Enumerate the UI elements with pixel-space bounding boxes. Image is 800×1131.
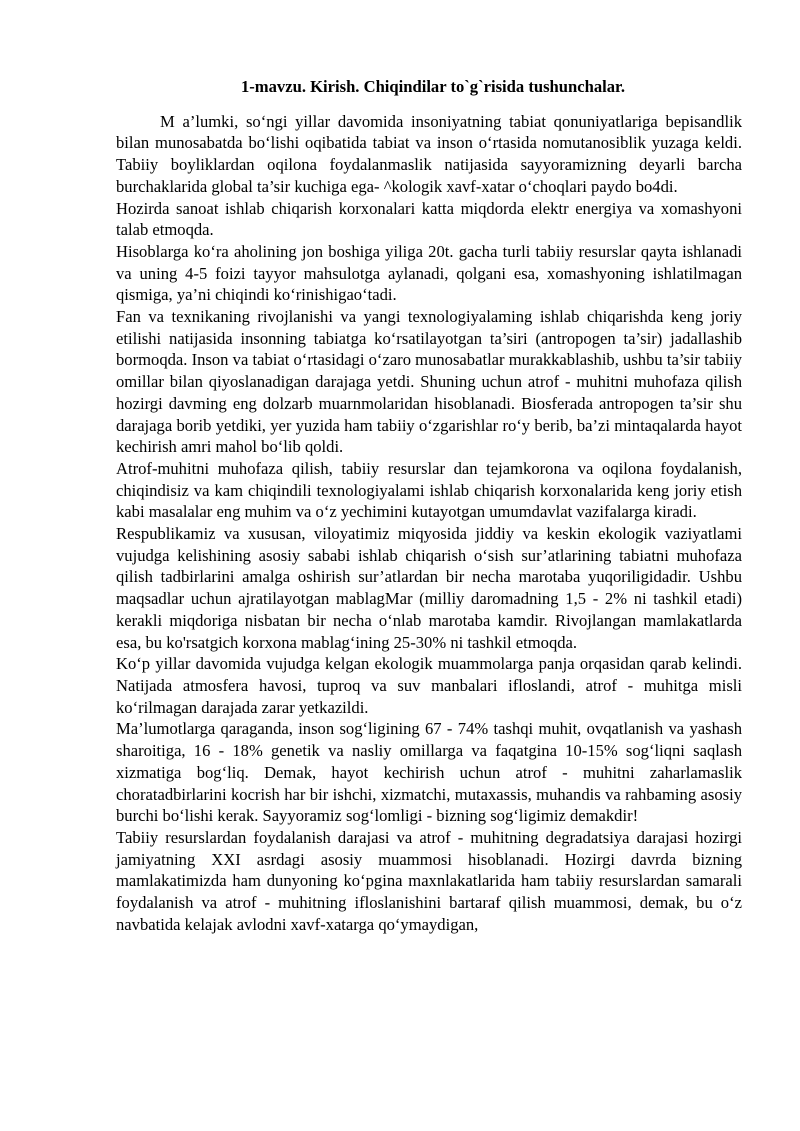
paragraph-protection: Atrof-muhitni muhofaza qilish, tabiiy resurslar dan tejamkorona va oqilona foydalanish, chiqindisiz va kam chiqindili texnologiyalami ishlab chiqarish korxonalarida keng joriy etish kabi masalalar eng muhim va o‘z yechimini kutayotgan umumdavlat vazifalarga kiradi.	[116, 458, 742, 522]
paragraph-industry: Hozirda sanoat ishlab chiqarish korxonalari katta miqdorda elektr energiya va xomashyoni talab etmoqda.	[116, 198, 742, 240]
paragraph-problems: Ko‘p yillar davomida vujudga kelgan ekologik muammolarga panja orqasidan qarab kelindi. Natijada atmosfera havosi, tuproq va suv manbalari ifloslandi, atrof - muhitga misli ko‘rilmagan darajada zarar yetkazildi.	[116, 654, 742, 717]
paragraph-intro: M a’lumki, so‘ngi yillar davomida insoniyatning tabiat qonuniyatlariga bepisandlik bilan munosabatda bo‘lishi oqibatida tabiat va inson o‘rtasida nomutanosiblik yuzaga keldi. Tabiiy boyliklardan oqilona foydalanmaslik natijasida sayyoramizning deyarli barcha burchaklarida global ta’sir kuchiga ega- ^kologik xavf-xatar o‘choqlari paydo bo4di.	[116, 111, 742, 196]
paragraph-technology: Fan va texnikaning rivojlanishi va yangi texnologiyalaming ishlab chiqarishda keng joriy etilishi natijasida insonning tabiatga ko‘rsatilayotgan ta’siri (antropogen ta’sir) jadallashib bormoqda. Inson va tabiat o‘rtasidagi o‘zaro munosabatlar murakkablashib, ushbu ta’sir tabiiy omillar bilan qiyoslanadigan darajaga yetdi. Shuning uchun atrof - muhitni muhofaza qilish hozirgi davming eng dolzarb muarnmolaridan hisoblanadi. Biosferada antropogen ta’sir shu darajaga borib yetdiki, yer yuzida ham tabiiy o‘zgarishlar ro‘y berib, ba’zi mintaqalarda hayot kechirish amri mahol bo‘lib qoldi.	[116, 307, 742, 457]
page-title: 1-mavzu. Kirish. Chiqindilar to`g`risida tushunchalar.	[240, 77, 626, 96]
paragraph-health: Ma’lumotlarga qaraganda, inson sog‘ligining 67 - 74% tashqi muhit, ovqatlanish va yashash sharoitiga, 16 - 18% genetik va nasliy omillarga va faqatgina 10-15% sog‘liqni saqlash xizmatiga bog‘liq. Demak, hayot kechirish uchun atrof - muhitni zaharlamaslik choratadbirlarini kocrish har bir ishchi, xizmatchi, mutaxassis, muhandis va rahbaming asosiy burchi bo‘lishi kerak. Sayyoramiz sog‘lomligi - bizning sog‘ligimiz demakdir!	[116, 719, 742, 826]
paragraph-degradation: Tabiiy resurslardan foydalanish darajasi va atrof - muhitning degradatsiya darajasi hozirgi jamiyatning XXI asrdagi asosiy muammosi hisoblanadi. Hozirgi davrda bizning mamlakatimizda ham dunyoning ko‘pgina maxnlakatlarida ham tabiiy resurslardan samarali foydalanish va atrof - muhitning ifloslanishini bartaraf qilish muammosi, demak, bu o‘z navbatida kelajak avlodni xavf-xatarga qo‘ymaydigan,	[116, 827, 742, 934]
paragraph-republic: Respublikamiz va xususan, viloyatimiz miqyosida jiddiy va keskin ekologik vaziyatlami vujudga kelishining asosiy sababi ishlab chiqarish o‘sish sur’atlarining tabiatni muhofaza qilish tadbirlarini amalga oshirish sur’atlardan bir necha marotaba yuqoriligidadir. Ushbu maqsadlar uchun ajratilayotgan mablagMar (milliy daromadning 1,5 - 2% ni tashkil etadi) kerakli miqdoriga nisbatan bir necha o‘nlab marotaba kamdir. Rivojlangan mamlakatlarda esa, bu ko'rsatgich korxona mablag‘ining 25-30% ni tashkil etmoqda.	[116, 524, 742, 652]
document-page	[116, 70, 742, 935]
paragraph-resources: Hisoblarga ko‘ra aholining jon boshiga yiliga 20t. gacha turli tabiiy resurslar qayta ishlanadi va uning 4-5 foizi tayyor mahsulotga aylanadi, qolgani esa, xomashyoning ishlatilmagan qismiga, ya’ni chiqindi ko‘rinishigao‘tadi.	[116, 241, 742, 305]
